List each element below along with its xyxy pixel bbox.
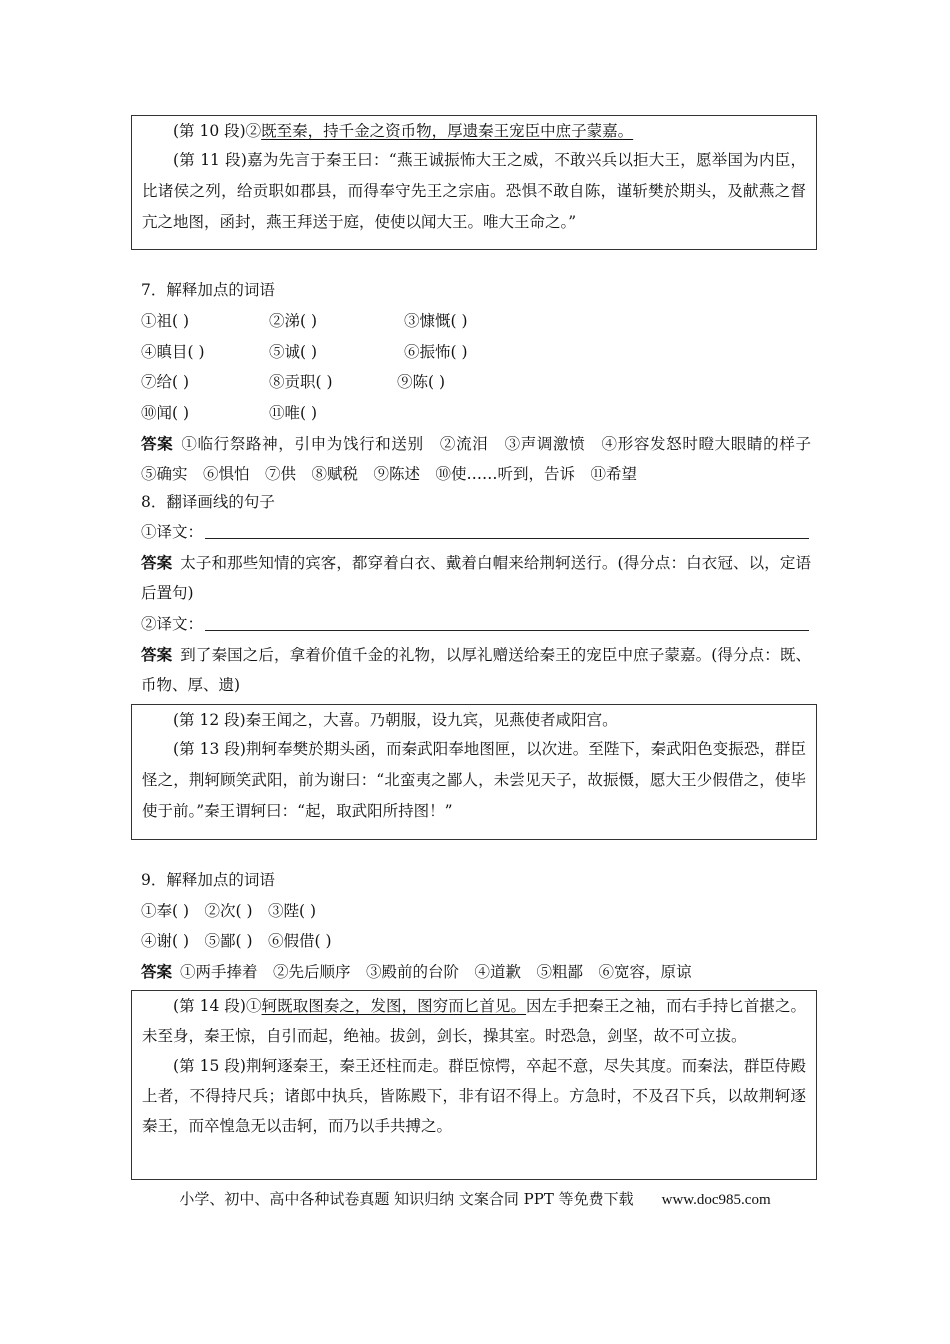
q7-opt-5: ⑤诚( ) (269, 343, 318, 361)
q7-answer-text: ①临行祭路神，引申为饯行和送别 ②流泪 ③声调激愤 ④形容发怒时瞪大眼睛的样子 ⑤确实 ⑥惧怕 ⑦供 ⑧赋税 ⑨陈述 ⑩使……听到，告诉 ⑪希望 (141, 435, 827, 483)
q7-opt-8: ⑧贡职( ) (269, 373, 333, 391)
translation-label-1: ①译文： (141, 523, 204, 541)
q7-opt-10: ⑩闻( ) (141, 404, 190, 422)
passage-box-1 (131, 115, 817, 250)
translation-label-2: ②译文： (141, 615, 204, 633)
translation-blank-1[interactable] (205, 522, 809, 539)
q8-translation-1 (141, 517, 809, 547)
q9-answer-text: ①两手捧着 ②先后顺序 ③殿前的台阶 ④道歉 ⑤粗鄙 ⑥宽容，原谅 (180, 963, 692, 981)
paragraph-14 (142, 991, 806, 1051)
paragraph-11: (第 11 段)嘉为先言于秦王曰：“燕王诚振怖大王之威，不敢兴兵以拒大王，愿举国为内臣，比诸侯之列，给贡职如郡县，而得奉守先王之宗庙。恐惧不敢自陈，谨斩樊於期头，及献燕之督亢之地图，函封，燕王拜送于庭，使使以闻大王。唯大王命之。” (142, 151, 806, 231)
answer-label: 答案 (141, 435, 174, 453)
q7-opt-1: ①祖( ) (141, 312, 190, 330)
paragraph-10 (142, 117, 806, 145)
q7-title: 7．解释加点的词语 (141, 281, 275, 299)
page-footer (0, 1188, 950, 1209)
paragraph-15: (第 15 段)荆轲逐秦王，秦王还柱而走。群臣惊愕，卒起不意，尽失其度。而秦法，群臣侍殿上者，不得持尺兵；诸郎中执兵，皆陈殿下，非有诏不得上。方急时，不及召下兵，以故荆轲逐秦王，而卒惶急无以击轲，而乃以手共搏之。 (142, 1057, 806, 1135)
passage-box-3 (131, 990, 817, 1180)
q7-opt-9: ⑨陈( ) (397, 373, 446, 391)
q7-opt-4: ④瞋目( ) (141, 343, 205, 361)
footer-url[interactable]: www.doc985.com (661, 1192, 771, 1208)
q7-opt-6: ⑥振怖( ) (404, 343, 468, 361)
answer-label: 答案 (141, 963, 173, 981)
paragraph-14-prefix: (第 14 段)① (173, 997, 262, 1015)
paragraph-12: (第 12 段)秦王闻之，大喜。乃朝服，设九宾，见燕使者咸阳宫。 (173, 711, 618, 729)
translation-blank-2[interactable] (205, 614, 809, 631)
q8-answer-2 (141, 640, 811, 700)
paragraph-13: (第 13 段)荆轲奉樊於期头函，而秦武阳奉地图匣，以次进。至陛下，秦武阳色变振恐，群臣怪之，荆轲顾笑武阳，前为谢曰：“北蛮夷之鄙人，未尝见天子，故振慑，愿大王少假借之，使毕使于前。”秦王谓轲曰：“起，取武阳所持图！” (142, 740, 806, 820)
paragraph-14-rest: 因左手把秦王之袖，而右手持匕首揕之。未至身，秦王惊，自引而起，绝袖。拔剑，剑长，操其室。时恐急，剑坚，故不可立拔。 (142, 997, 807, 1045)
q7-answer (141, 429, 827, 489)
paragraph-10-prefix: (第 10 段)② (173, 122, 262, 140)
q7-row-1 (141, 306, 468, 336)
q8-title: 8．翻译画线的句子 (141, 493, 275, 511)
q7-row-3 (141, 367, 445, 397)
q9-row-1: ①奉( ) ②次( ) ③陛( ) (141, 902, 317, 920)
q7-row-2 (141, 337, 468, 367)
q9-answer (141, 957, 811, 987)
q7-opt-7: ⑦给( ) (141, 373, 190, 391)
answer-label: 答案 (141, 554, 173, 572)
q9-row-2: ④谢( ) ⑤鄙( ) ⑥假借( ) (141, 932, 332, 950)
footer-text: 小学、初中、高中各种试卷真题 知识归纳 文案合同 PPT 等免费下载 (179, 1190, 634, 1208)
q7-opt-3: ③慷慨( ) (404, 312, 468, 330)
q7-row-4 (141, 398, 317, 428)
q9-title: 9．解释加点的词语 (141, 871, 275, 889)
q7-opt-2: ②涕( ) (269, 312, 318, 330)
q8-answer-1-text: 太子和那些知情的宾客，都穿着白衣、戴着白帽来给荆轲送行。(得分点：白衣冠、以，定语后置句) (141, 554, 811, 602)
passage-box-2 (131, 704, 817, 840)
answer-label: 答案 (141, 646, 173, 664)
q8-translation-2 (141, 609, 809, 639)
q8-answer-2-text: 到了秦国之后，拿着价值千金的礼物，以厚礼赠送给秦王的宠臣中庶子蒙嘉。(得分点：既、币物、厚、遗) (141, 646, 811, 694)
underlined-sentence-1: 轲既取图奏之，发图，图穷而匕首见。 (261, 997, 527, 1015)
q8-answer-1 (141, 548, 811, 608)
q7-opt-11: ⑪唯( ) (269, 404, 318, 422)
underlined-sentence-2: 既至秦，持千金之资币物，厚遗秦王宠臣中庶子蒙嘉。 (261, 122, 634, 140)
